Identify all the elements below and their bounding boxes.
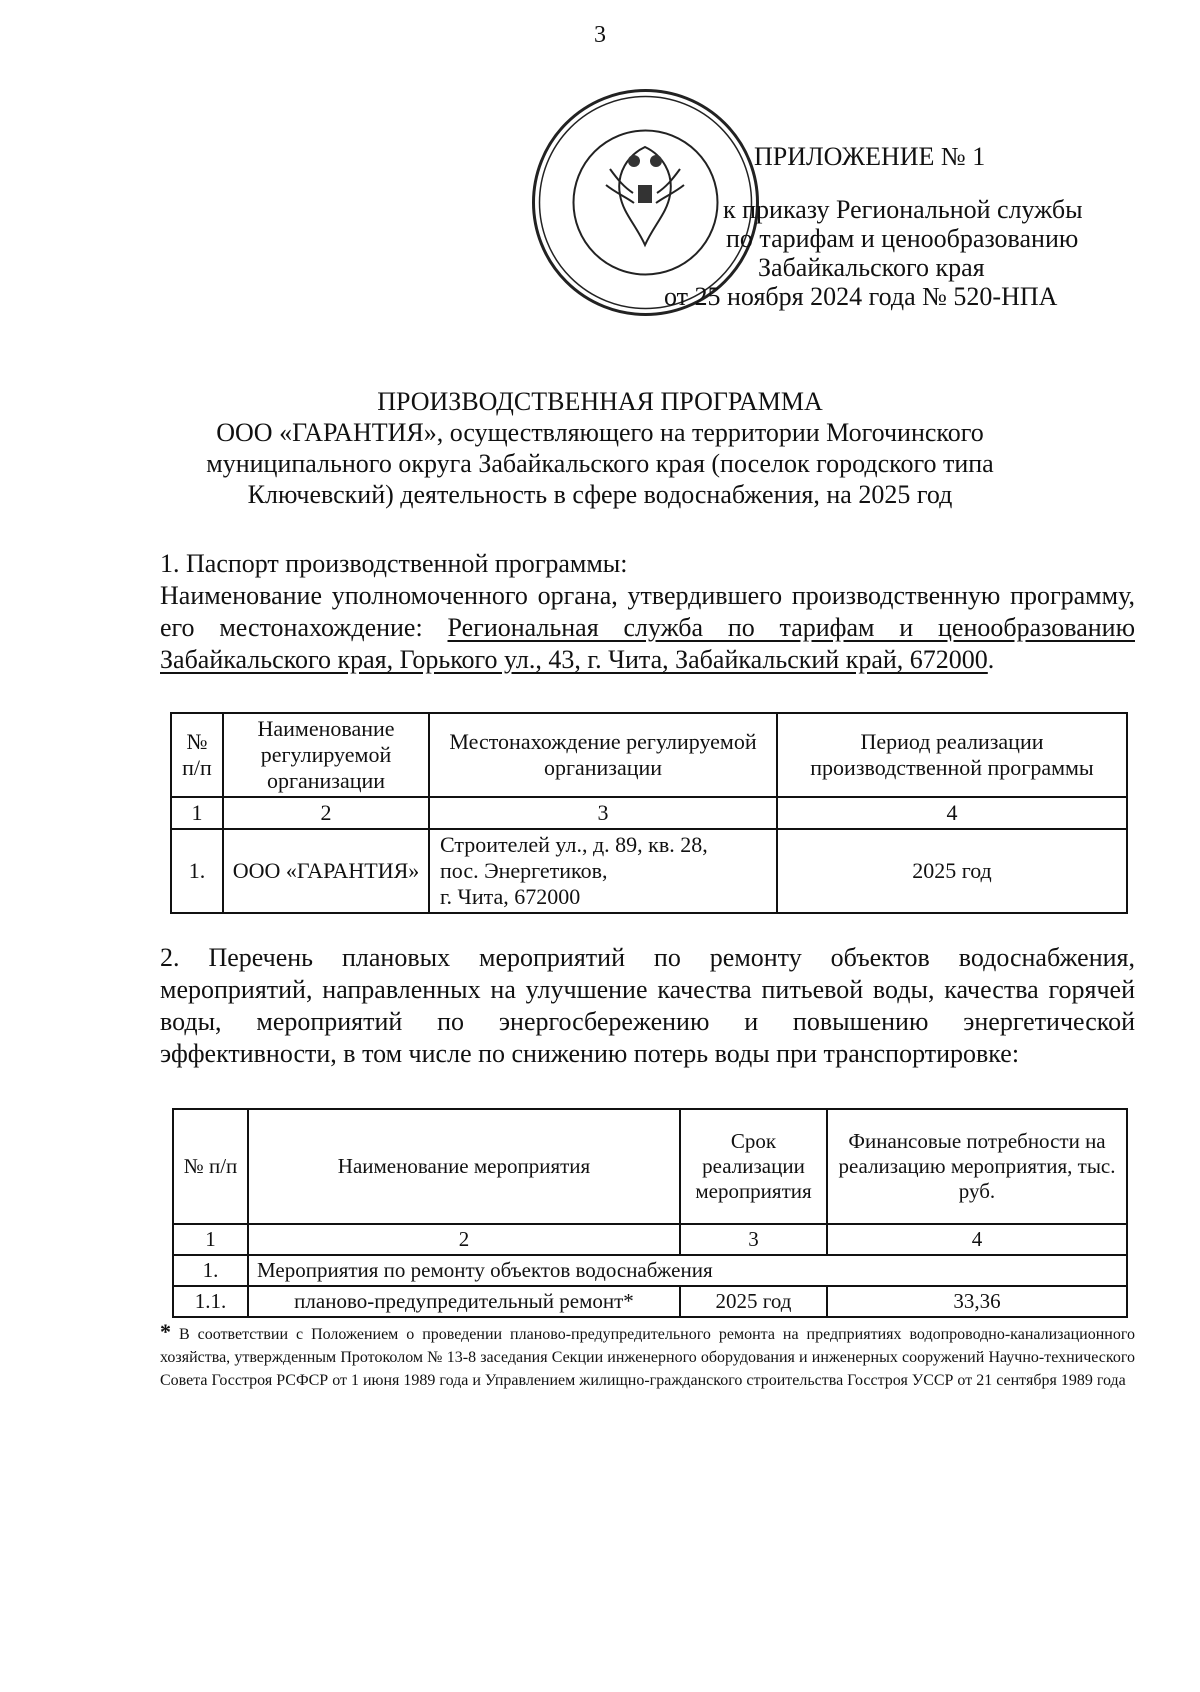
address-line: пос. Энергетиков, <box>440 858 608 883</box>
table-group-row <box>173 1255 1127 1286</box>
header-cell: Наименование регулируемой организации <box>223 713 429 797</box>
measure-cost: 33,36 <box>827 1286 1127 1317</box>
measures-table <box>172 1108 1128 1318</box>
section-measures: 2. Перечень плановых мероприятий по ремонту объектов водоснабжения, мероприятий, направленных на улучшение качества питьевой воды, качества горячей воды, мероприятий по энергосбережению и повышению энергетической эффективности, в том числе по снижению потерь воды при транспортировке: <box>160 943 1135 1068</box>
table-number-row <box>171 797 1127 829</box>
table-number-row <box>173 1224 1127 1255</box>
row-number: 1.1. <box>173 1286 248 1317</box>
page-number: 3 <box>594 22 606 48</box>
header-cell: Финансовые потребности на реализацию мероприятия, тыс. руб. <box>827 1109 1127 1224</box>
footnote <box>160 1320 1135 1392</box>
header-cell: № п/п <box>171 713 223 797</box>
title-line: муниципального округа Забайкальского края (поселок городского типа <box>206 449 994 478</box>
column-number: 4 <box>777 797 1127 829</box>
measure-term: 2025 год <box>680 1286 827 1317</box>
organization-address <box>429 829 777 913</box>
section-body: Наименование уполномоченного органа, утвердившего производственную программу, его местонахождение: Региональная служба по тарифам и ценообразованию Забайкальского края, Горького ул., 43, г. Чита, Забайкальский край, 672000. <box>160 581 1135 674</box>
column-number: 3 <box>680 1224 827 1255</box>
table-header-row <box>173 1109 1127 1224</box>
address-line: г. Чита, 672000 <box>440 884 581 909</box>
table-row <box>171 829 1127 913</box>
section-passport <box>160 548 1135 676</box>
document-title <box>0 386 1200 510</box>
column-number: 2 <box>223 797 429 829</box>
column-number: 1 <box>171 797 223 829</box>
organization-table <box>170 712 1128 914</box>
appendix-line: Забайкальского края <box>758 253 985 282</box>
authority-address: Региональная служба по тарифам и ценообразованию Забайкальского края, Горького ул., 43, г. Чита, Забайкальский край, 672000 <box>160 613 1135 674</box>
program-period: 2025 год <box>777 829 1127 913</box>
header-cell: № п/п <box>173 1109 248 1224</box>
group-name: Мероприятия по ремонту объектов водоснабжения <box>248 1255 1127 1286</box>
appendix-line: к приказу Региональной службы <box>723 195 1083 224</box>
header-cell: Местонахождение регулируемой организации <box>429 713 777 797</box>
header-cell: Наименование мероприятия <box>248 1109 680 1224</box>
title-line: ПРОИЗВОДСТВЕННАЯ ПРОГРАММА <box>377 387 823 416</box>
appendix-line: по тарифам и ценообразованию <box>726 224 1079 253</box>
measure-name: планово-предупредительный ремонт* <box>248 1286 680 1317</box>
appendix-line: от 25 ноября 2024 года № 520-НПА <box>664 282 1058 311</box>
column-number: 2 <box>248 1224 680 1255</box>
authority-label: Наименование уполномоченного органа, утвердившего производственную программу, его местонахождение: <box>160 581 1135 642</box>
table-row <box>173 1286 1127 1317</box>
organization-name: ООО «ГАРАНТИЯ» <box>223 829 429 913</box>
table-header-row <box>171 713 1127 797</box>
title-line: Ключевский) деятельность в сфере водоснабжения, на 2025 год <box>247 480 953 509</box>
address-line: Строителей ул., д. 89, кв. 28, <box>440 832 708 857</box>
column-number: 4 <box>827 1224 1127 1255</box>
column-number: 1 <box>173 1224 248 1255</box>
appendix-title: ПРИЛОЖЕНИЕ № 1 <box>754 142 986 171</box>
footnote-marker: * <box>160 1319 171 1344</box>
section-heading: 1. Паспорт производственной программы: <box>160 549 628 578</box>
appendix-header <box>664 142 1083 311</box>
title-line: ООО «ГАРАНТИЯ», осуществляющего на территории Могочинского <box>216 418 984 447</box>
header-cell: Срок реализации мероприятия <box>680 1109 827 1224</box>
header-cell: Период реализации производственной программы <box>777 713 1127 797</box>
row-number: 1. <box>173 1255 248 1286</box>
row-number: 1. <box>171 829 223 913</box>
column-number: 3 <box>429 797 777 829</box>
footnote-text: В соответствии с Положением о проведении планово-предупредительного ремонта на предприятиях водопроводно-канализационного хозяйства, утвержденным Протоколом № 13-8 заседания Секции инженерного оборудования и инженерных сооружений Научно-технического Совета Госстроя РСФСР от 1 июня 1989 года и Управлением жилищно-гражданского строительства Госстроя УССР от 21 сентября 1989 года <box>160 1326 1135 1389</box>
